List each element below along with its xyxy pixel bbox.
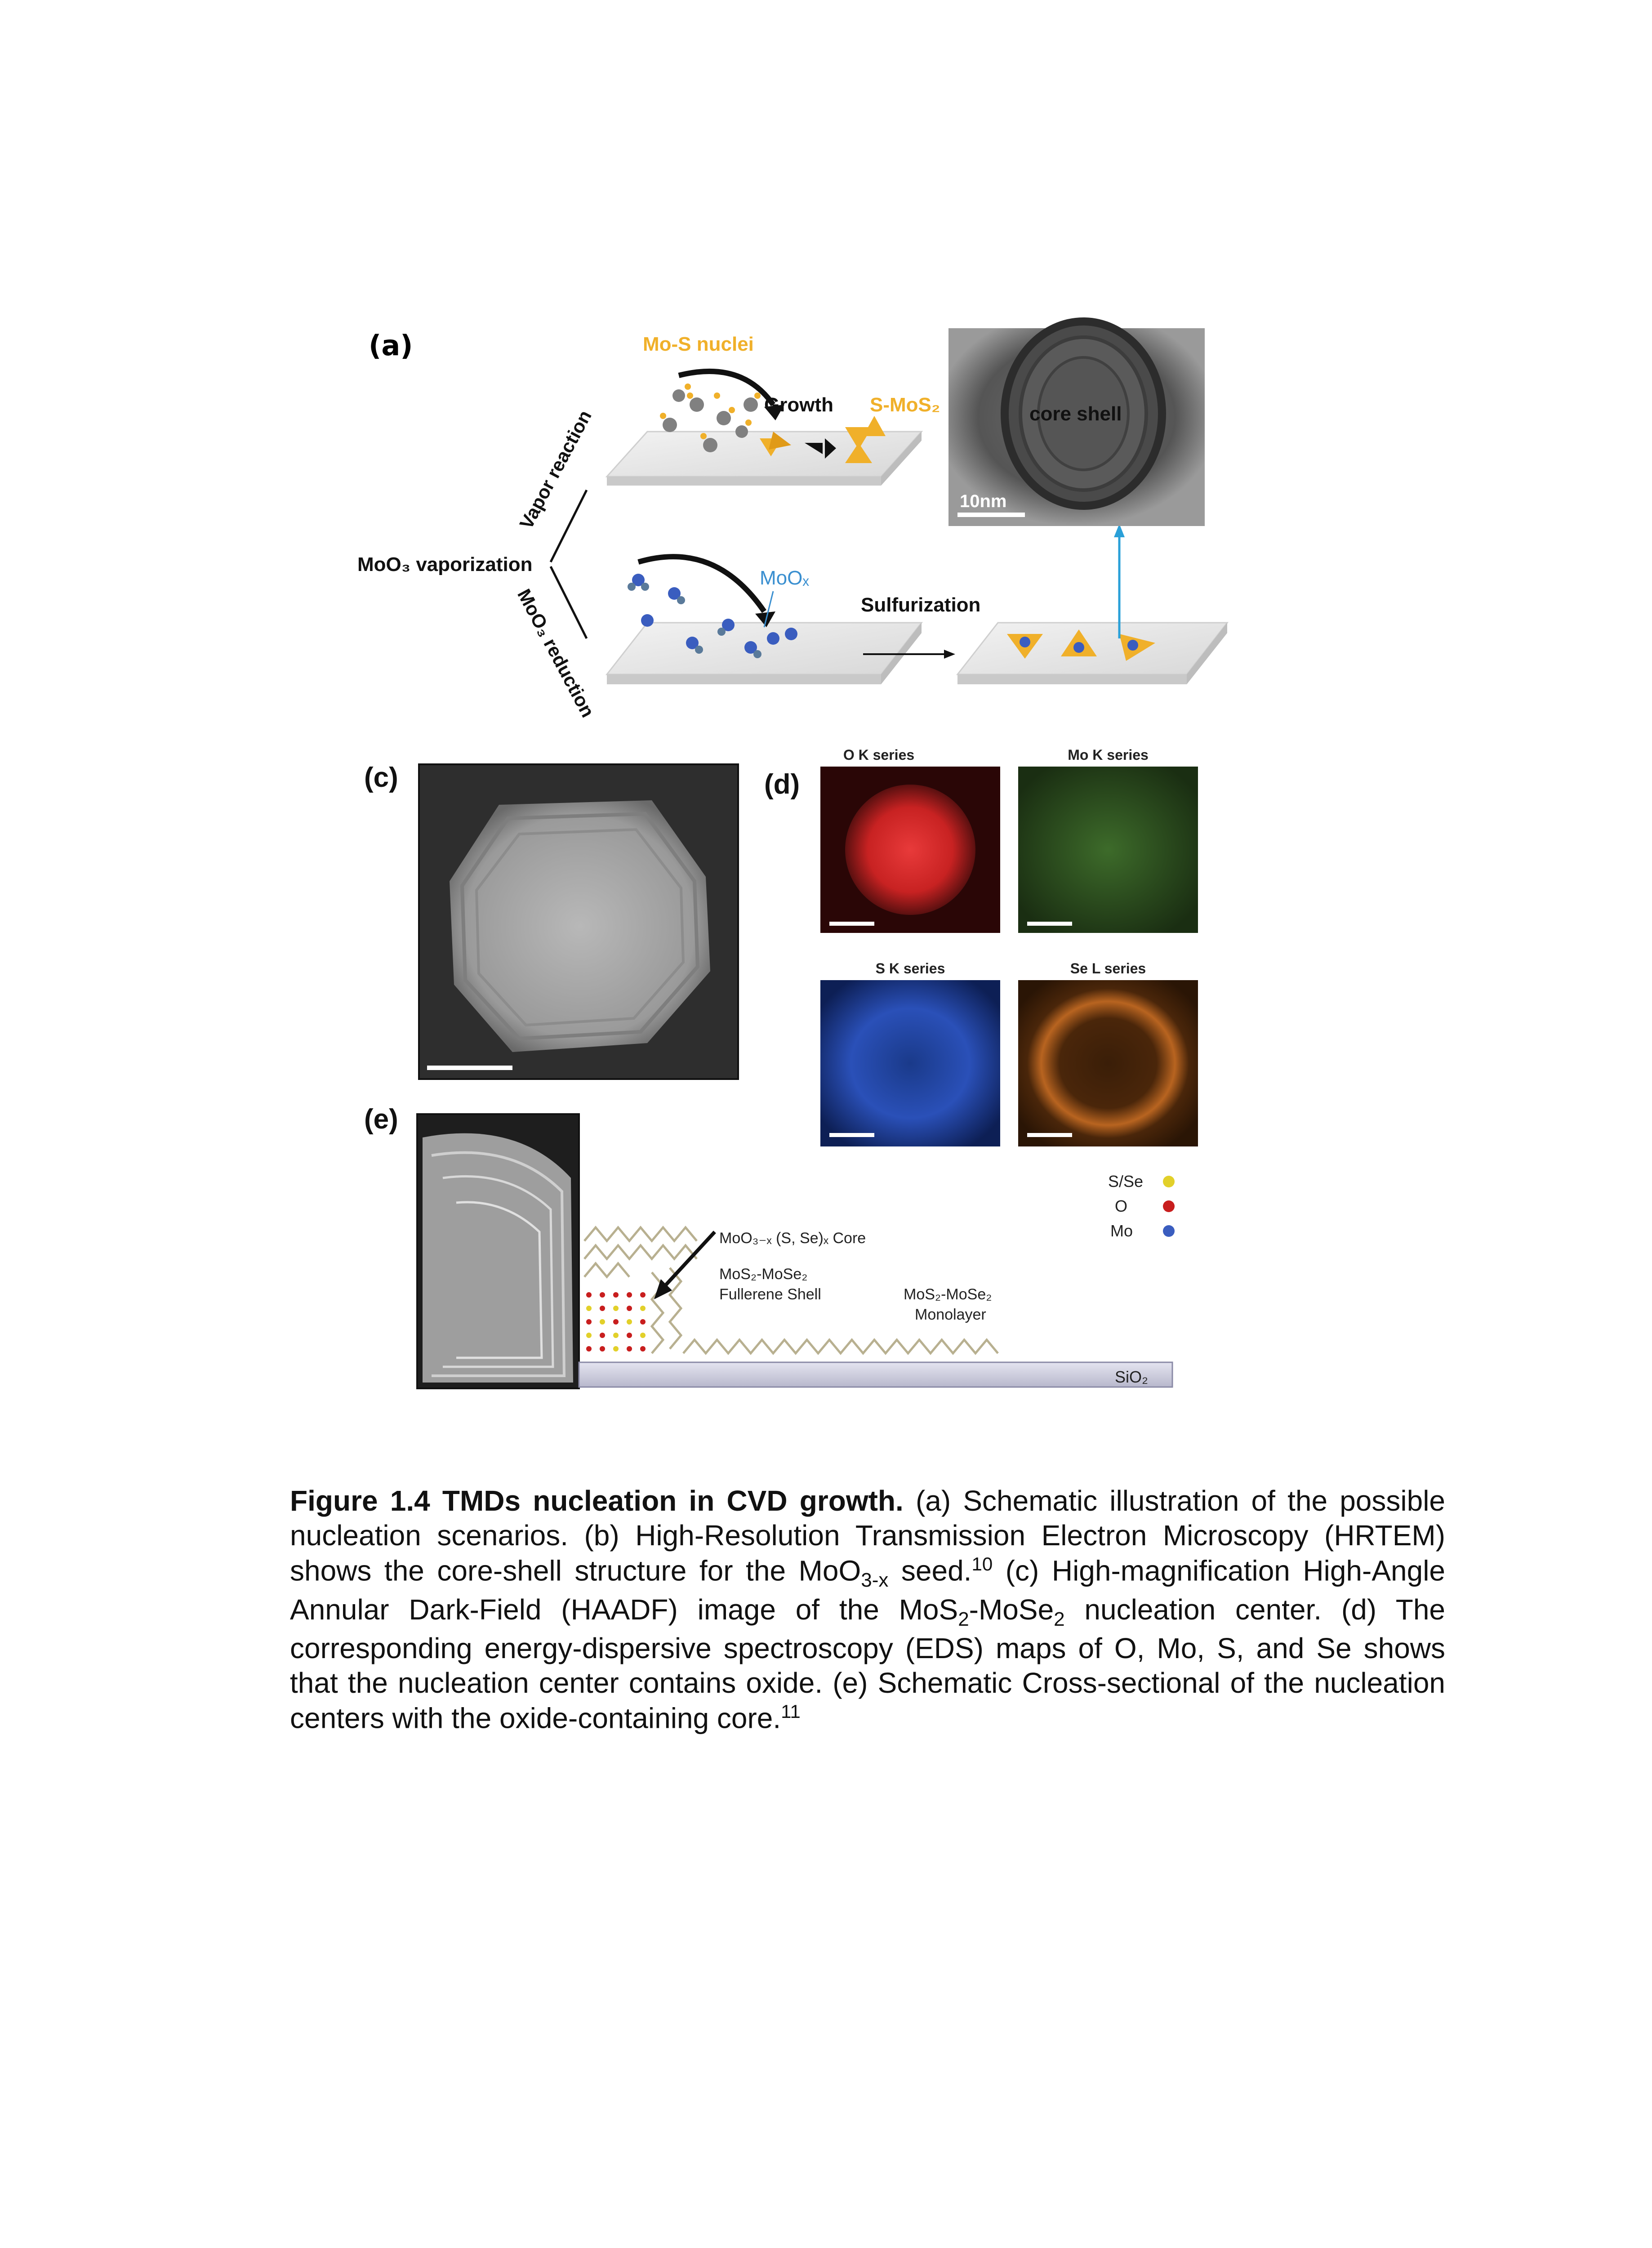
moox-arrow-curve — [638, 557, 764, 611]
hrtem-scale-label: 10nm — [960, 491, 1007, 511]
caption-text-1: (a) Schematic illustration of the possible nucleation scenarios. (b) High-Resolution Transmission Electron Microscopy (HRTEM) shows the core-shell structure for the MoO — [290, 1485, 1445, 1587]
caption-ref-11: 11 — [781, 1700, 801, 1722]
eds-title-o: O K series — [843, 747, 915, 763]
legend-sse-label: S/Se — [1108, 1172, 1144, 1191]
caption-sub-1: 3-x — [861, 1569, 889, 1591]
vapor-branch-line — [551, 490, 587, 562]
monolayer-label-2: Monolayer — [915, 1306, 986, 1323]
caption-sub-2: 2 — [958, 1608, 969, 1630]
reduction-branch-line — [551, 566, 587, 638]
s-mos2-label: S-MoS₂ — [870, 394, 940, 416]
figure-caption — [290, 1484, 1445, 1735]
oxide-core-dots — [586, 1292, 646, 1351]
growth-label: Growth — [764, 394, 833, 416]
shell-label-2: Fullerene Shell — [719, 1286, 821, 1303]
caption-text-5: nucleation center. (d) The corresponding energy-dispersive spectroscopy (EDS) maps of O, Mo, S, and Se shows that the nucleation center contains oxide. (e) Schematic Cross-sectional of the nucleation centers with the oxide-containing core. — [290, 1593, 1446, 1735]
sio2-substrate — [579, 1362, 1172, 1387]
vapor-reaction-label: Vapor reaction — [515, 406, 596, 533]
eds-map-s — [820, 960, 1000, 1146]
monolayer-label-1: MoS₂-MoSe₂ — [904, 1286, 992, 1303]
caption-ref-10: 10 — [971, 1553, 993, 1574]
eds-title-mo: Mo K series — [1068, 747, 1149, 763]
eds-map-o — [820, 747, 1000, 933]
caption-title: Figure 1.4 TMDs nucleation in CVD growth. — [290, 1485, 904, 1517]
eds-title-s: S K series — [875, 960, 945, 977]
caption-text-2: seed. — [888, 1554, 972, 1587]
eds-title-se: Se L series — [1070, 960, 1146, 977]
hrtem-scale-bar — [957, 513, 1025, 517]
sio2-label: SiO₂ — [1115, 1368, 1148, 1386]
moox-label: MoOₓ — [760, 567, 809, 589]
core-label: MoO₃₋ₓ (S, Se)ₓ Core — [719, 1230, 866, 1247]
eds-map-mo — [1018, 747, 1198, 933]
atom-legend — [1108, 1172, 1175, 1240]
caption-text-3: (c) High-magnification High-Angle Annular Dark-Field (HAADF) image of the MoS — [290, 1554, 1446, 1626]
caption-text-4: -MoSe — [969, 1593, 1054, 1626]
legend-mo-label: Mo — [1110, 1222, 1133, 1240]
monolayer-zigzag — [683, 1340, 998, 1353]
core-shell-label: core shell — [1029, 403, 1122, 425]
caption-sub-3: 2 — [1054, 1608, 1065, 1630]
moo3-vaporization-label: MoO₃ vaporization — [357, 553, 533, 575]
core-pointer-arrow — [661, 1232, 715, 1290]
legend-o-label: O — [1115, 1197, 1128, 1215]
panel-label-e: (e) — [364, 1104, 398, 1135]
panel-label-c: (c) — [364, 762, 398, 793]
panel-label-d: (d) — [764, 769, 800, 800]
shell-label-1: MoS₂-MoSe₂ — [719, 1266, 808, 1283]
haadf-cross-section-image — [417, 1114, 579, 1388]
mo-s-nuclei-label: Mo-S nuclei — [643, 333, 754, 355]
moo3-reduction-label: MoO₃ reduction — [513, 585, 599, 721]
eds-map-se — [1018, 960, 1198, 1146]
haadf-image — [419, 764, 738, 1079]
panel-label-a: (a) — [369, 329, 413, 362]
sulfurization-label: Sulfurization — [861, 594, 981, 616]
